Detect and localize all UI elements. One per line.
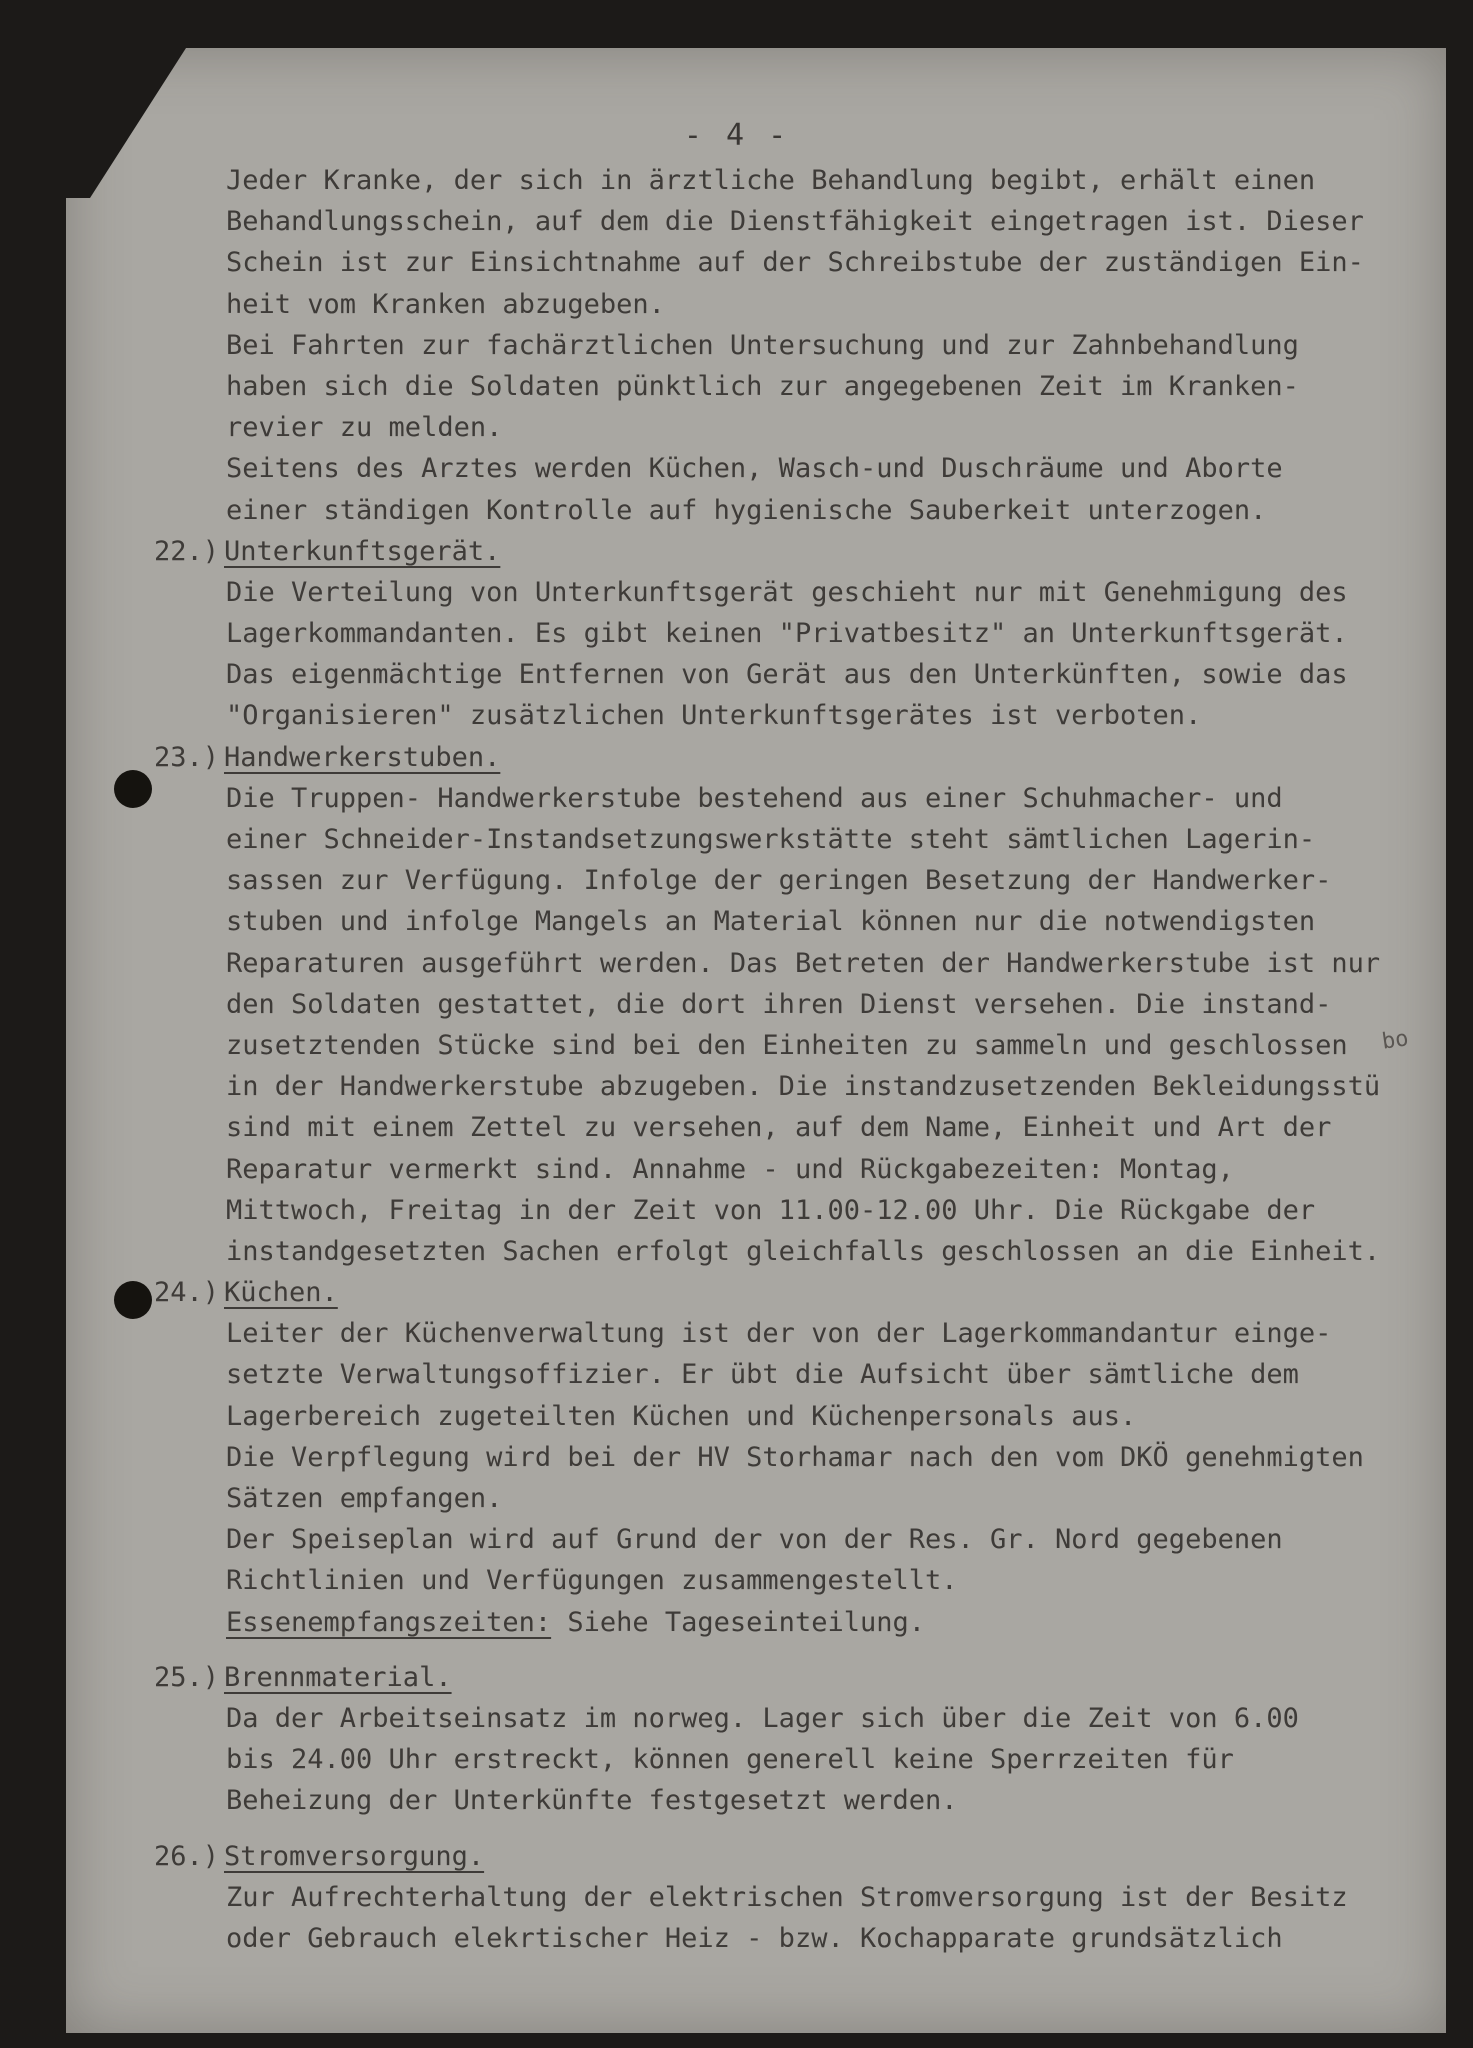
text-line: Bei Fahrten zur fachärztlichen Untersuchung und zur Zahnbehandlung [226, 329, 1299, 361]
section-heading-24 [154, 1272, 1434, 1313]
punch-hole-top [114, 770, 152, 808]
section-number: 26.) [154, 1840, 220, 1872]
section-heading-25 [154, 1657, 1434, 1698]
text-line: einer Schneider-Instandsetzungswerkstätte steht sämtlichen Lagerin- [226, 824, 1316, 855]
section-heading-23 [154, 737, 1434, 778]
section-title: Unterkunftsgerät. [224, 535, 501, 567]
text-line: Die Verteilung von Unterkunftsgerät geschieht nur mit Genehmigung des [226, 576, 1348, 608]
text-line: Die Truppen- Handwerkerstube bestehend aus einer Schuhmacher- und [226, 782, 1283, 814]
section-body-23 [184, 778, 1434, 1272]
section-body-24 [184, 1313, 1434, 1643]
section-heading-26 [154, 1836, 1434, 1877]
text-line: Die Verpflegung wird bei der HV Storhamar nach den vom DKÖ genehmigten [226, 1441, 1364, 1473]
text-line: Jeder Kranke, der sich in ärztliche Behandlung begibt, erhält einen [226, 165, 1316, 196]
text-line: Mittwoch, Freitag in der Zeit von 11.00-12.00 Uhr. Die Rückgabe der [226, 1194, 1316, 1226]
page-number: - 4 - [683, 118, 790, 153]
text-line: stuben und infolge Mangels an Material können nur die notwendigsten [226, 906, 1316, 938]
text-line: Reparaturen ausgeführt werden. Das Betreten der Handwerkerstube ist nur [226, 947, 1381, 979]
text-line: Das eigenmächtige Entfernen von Gerät aus den Unterkünften, sowie das [226, 659, 1348, 691]
text-line: den Soldaten gestattet, die dort ihren Dienst versehen. Die instand- [226, 988, 1332, 1020]
text-line: Der Speiseplan wird auf Grund der von der Res. Gr. Nord gegebenen [226, 1524, 1283, 1556]
text-line: revier zu melden. [226, 412, 503, 444]
text-line: zusetztenden Stücke sind bei den Einheiten zu sammeln und geschlossen [226, 1029, 1348, 1061]
meal-times-text: Siehe Tageseinteilung. [551, 1606, 925, 1638]
text-line: "Organisieren" zusätzlichen Unterkunftsgerätes ist verboten. [226, 700, 1202, 732]
text-line: setzte Verwaltungsoffizier. Er übt die Aufsicht über sämtliche dem [226, 1359, 1299, 1391]
punch-hole-bottom [114, 1281, 152, 1319]
meal-times-line [226, 1602, 1434, 1643]
text-line: instandgesetzten Sachen erfolgt gleichfalls geschlossen an die Einheit. [226, 1235, 1381, 1267]
document-body [154, 160, 1434, 1959]
text-line: Lagerbereich zugeteilten Küchen und Küchenpersonals aus. [226, 1400, 1137, 1432]
text-line: Leiter der Küchenverwaltung ist der von der Lagerkommandantur einge- [226, 1318, 1332, 1350]
text-line: einer ständigen Kontrolle auf hygienische Sauberkeit unterzogen. [226, 494, 1267, 526]
section-number: 25.) [154, 1661, 220, 1693]
section-title: Stromversorgung. [224, 1840, 485, 1872]
intro-paragraph [184, 160, 1434, 531]
text-line: Lagerkommandanten. Es gibt keinen "Privatbesitz" an Unterkunftsgerät. [226, 618, 1348, 650]
text-line: Beheizung der Unterkünfte festgesetzt werden. [226, 1785, 958, 1817]
margin-note: bo [1380, 1026, 1411, 1055]
section-number: 24.) [154, 1277, 220, 1309]
meal-times-label: Essenempfangszeiten: [226, 1606, 552, 1638]
text-line: Zur Aufrechterhaltung der elektrischen Stromversorgung ist der Besitz [226, 1881, 1348, 1913]
text-line: haben sich die Soldaten pünktlich zur angegebenen Zeit im Kranken- [226, 370, 1299, 402]
section-body-26 [184, 1877, 1434, 1959]
section-number: 22.) [154, 535, 220, 567]
text-line: Da der Arbeitseinsatz im norweg. Lager sich über die Zeit von 6.00 [226, 1702, 1299, 1734]
text-line: oder Gebrauch elekrtischer Heiz - bzw. Kochapparate grundsätzlich [226, 1922, 1283, 1954]
text-line: sind mit einem Zettel zu versehen, auf dem Name, Einheit und Art der [226, 1112, 1332, 1144]
text-line: heit vom Kranken abzugeben. [226, 288, 665, 320]
section-title: Handwerkerstuben. [224, 741, 501, 773]
text-line: Schein ist zur Einsichtnahme auf der Schreibstube der zuständigen Ein- [226, 247, 1364, 279]
text-line: Seitens des Arztes werden Küchen, Wasch-und Duschräume und Aborte [226, 453, 1283, 485]
section-body-25 [184, 1698, 1434, 1822]
text-line: bis 24.00 Uhr erstreckt, können generell keine Sperrzeiten für [226, 1744, 1234, 1776]
text-line: Sätzen empfangen. [226, 1483, 503, 1514]
section-title: Brennmaterial. [224, 1661, 452, 1693]
section-number: 23.) [154, 741, 220, 773]
text-line: in der Handwerkerstube abzugeben. Die instandzusetzenden Bekleidungsstü [226, 1071, 1381, 1103]
section-body-22 [184, 572, 1434, 737]
text-line: Behandlungsschein, auf dem die Dienstfähigkeit eingetragen ist. Dieser [226, 206, 1364, 238]
text-line: sassen zur Verfügung. Infolge der geringen Besetzung der Handwerker- [226, 865, 1332, 897]
section-title: Küchen. [224, 1277, 338, 1309]
text-line: Richtlinien und Verfügungen zusammengestellt. [226, 1565, 958, 1597]
section-heading-22 [154, 531, 1434, 572]
text-line: Reparatur vermerkt sind. Annahme - und Rückgabezeiten: Montag, [226, 1153, 1234, 1185]
